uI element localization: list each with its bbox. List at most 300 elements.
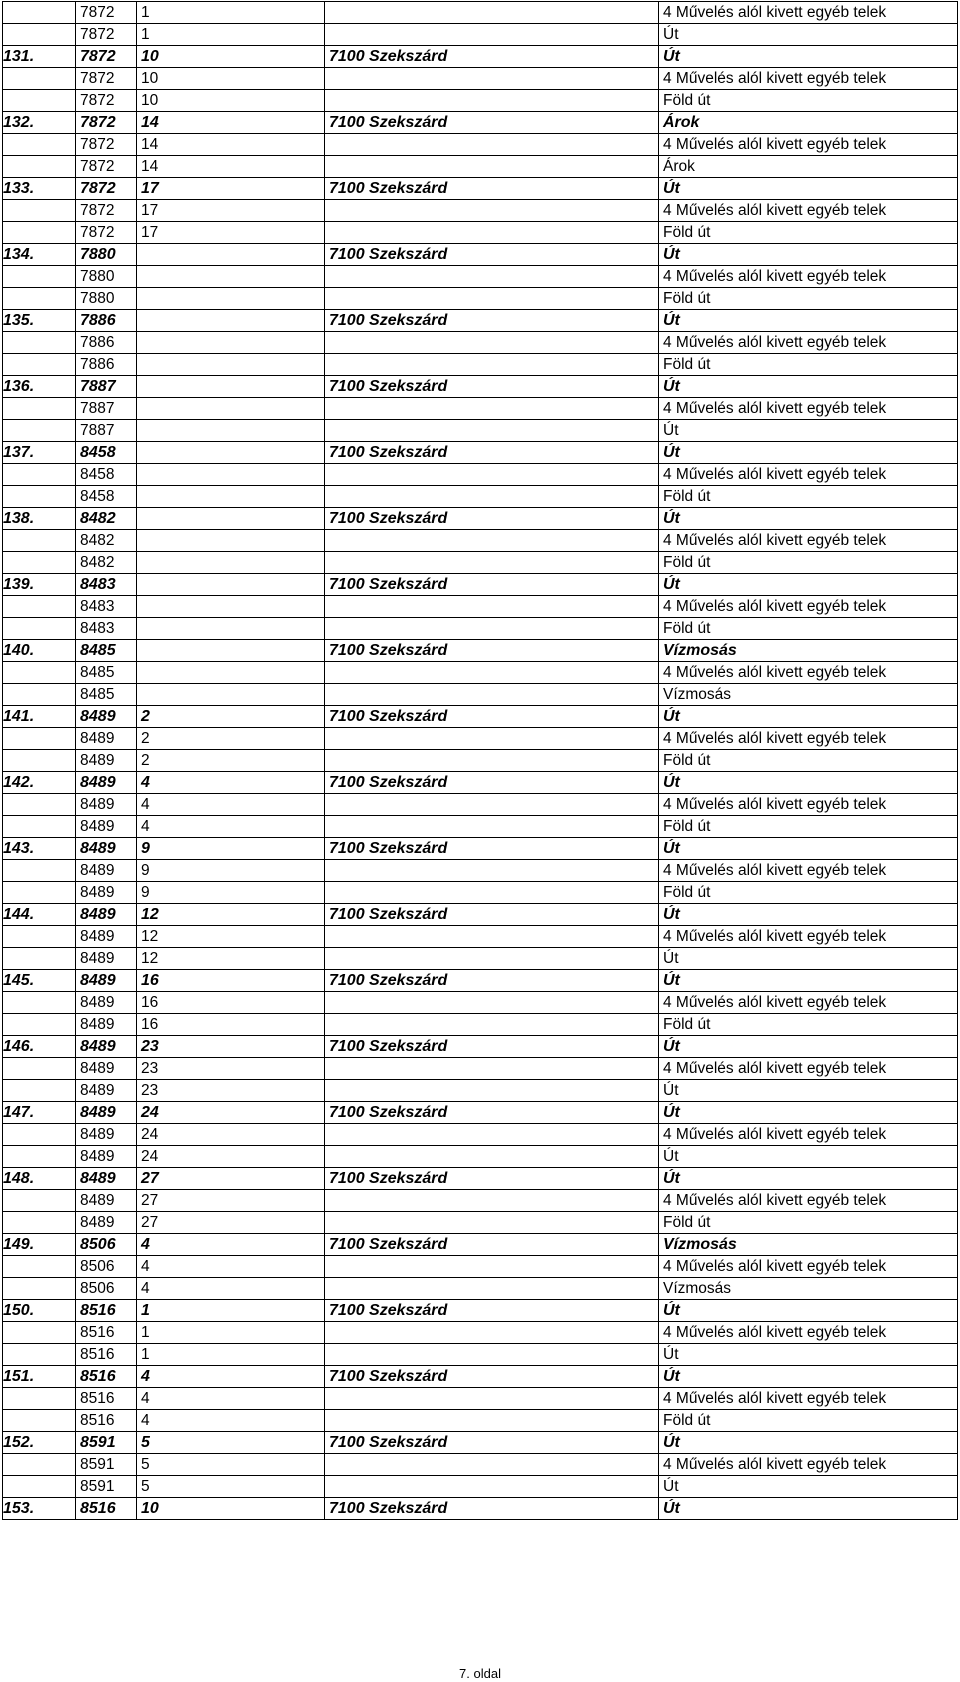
parcel-detail-row: [3, 266, 958, 288]
row-number-cell: [3, 398, 76, 420]
lot-number-cell: 8483: [76, 574, 137, 596]
parcel-detail-row: [3, 2, 958, 24]
land-use-cell: 4 Művelés alól kivett egyéb telek: [659, 530, 958, 552]
sub-number-cell: [137, 530, 325, 552]
row-number-cell: 140.: [3, 640, 76, 662]
settlement-cell: [325, 728, 659, 750]
settlement-cell: [325, 1388, 659, 1410]
lot-number-cell: 7886: [76, 310, 137, 332]
row-number-cell: [3, 68, 76, 90]
parcel-detail-row: [3, 288, 958, 310]
parcel-detail-row: [3, 200, 958, 222]
row-number-cell: [3, 860, 76, 882]
lot-number-cell: 8458: [76, 464, 137, 486]
parcel-header-row: [3, 706, 958, 728]
lot-number-cell: 8489: [76, 970, 137, 992]
sub-number-cell: 10: [137, 90, 325, 112]
settlement-cell: 7100 Szekszárd: [325, 970, 659, 992]
sub-number-cell: [137, 332, 325, 354]
row-number-cell: 137.: [3, 442, 76, 464]
lot-number-cell: 7872: [76, 46, 137, 68]
lot-number-cell: 8489: [76, 1102, 137, 1124]
land-use-cell: 4 Művelés alól kivett egyéb telek: [659, 662, 958, 684]
row-number-cell: 134.: [3, 244, 76, 266]
sub-number-cell: 14: [137, 134, 325, 156]
land-use-cell: Út: [659, 970, 958, 992]
sub-number-cell: 24: [137, 1124, 325, 1146]
settlement-cell: [325, 156, 659, 178]
settlement-cell: [325, 222, 659, 244]
settlement-cell: 7100 Szekszárd: [325, 1432, 659, 1454]
lot-number-cell: 7887: [76, 420, 137, 442]
land-use-cell: Út: [659, 772, 958, 794]
land-use-cell: Vízmosás: [659, 1234, 958, 1256]
land-use-cell: Föld út: [659, 618, 958, 640]
parcel-header-row: [3, 970, 958, 992]
sub-number-cell: 10: [137, 46, 325, 68]
settlement-cell: [325, 1454, 659, 1476]
row-number-cell: [3, 1278, 76, 1300]
parcel-detail-row: [3, 134, 958, 156]
lot-number-cell: 8489: [76, 860, 137, 882]
lot-number-cell: 8489: [76, 1036, 137, 1058]
settlement-cell: [325, 860, 659, 882]
sub-number-cell: 2: [137, 728, 325, 750]
lot-number-cell: 8489: [76, 904, 137, 926]
lot-number-cell: 8483: [76, 618, 137, 640]
settlement-cell: [325, 90, 659, 112]
land-use-cell: Út: [659, 1168, 958, 1190]
sub-number-cell: 16: [137, 992, 325, 1014]
land-use-cell: 4 Művelés alól kivett egyéb telek: [659, 926, 958, 948]
sub-number-cell: 1: [137, 1344, 325, 1366]
row-number-cell: [3, 1344, 76, 1366]
row-number-cell: [3, 266, 76, 288]
sub-number-cell: 4: [137, 1256, 325, 1278]
parcel-header-row: [3, 640, 958, 662]
land-use-cell: 4 Művelés alól kivett egyéb telek: [659, 1322, 958, 1344]
lot-number-cell: 8482: [76, 552, 137, 574]
row-number-cell: 148.: [3, 1168, 76, 1190]
settlement-cell: [325, 882, 659, 904]
sub-number-cell: 4: [137, 1234, 325, 1256]
sub-number-cell: 4: [137, 1278, 325, 1300]
parcel-detail-row: [3, 222, 958, 244]
land-use-cell: Föld út: [659, 288, 958, 310]
row-number-cell: [3, 948, 76, 970]
settlement-cell: 7100 Szekszárd: [325, 508, 659, 530]
row-number-cell: [3, 1190, 76, 1212]
settlement-cell: [325, 1322, 659, 1344]
row-number-cell: [3, 332, 76, 354]
settlement-cell: [325, 1058, 659, 1080]
land-use-cell: Út: [659, 1498, 958, 1520]
row-number-cell: [3, 750, 76, 772]
settlement-cell: 7100 Szekszárd: [325, 1102, 659, 1124]
row-number-cell: 150.: [3, 1300, 76, 1322]
parcel-detail-row: [3, 90, 958, 112]
settlement-cell: [325, 816, 659, 838]
lot-number-cell: 7872: [76, 90, 137, 112]
lot-number-cell: 7887: [76, 398, 137, 420]
parcel-header-row: [3, 1102, 958, 1124]
sub-number-cell: 4: [137, 1388, 325, 1410]
land-use-cell: 4 Művelés alól kivett egyéb telek: [659, 860, 958, 882]
sub-number-cell: [137, 376, 325, 398]
settlement-cell: [325, 398, 659, 420]
settlement-cell: [325, 420, 659, 442]
lot-number-cell: 8483: [76, 596, 137, 618]
row-number-cell: 135.: [3, 310, 76, 332]
sub-number-cell: 4: [137, 772, 325, 794]
land-use-cell: Út: [659, 442, 958, 464]
lot-number-cell: 8489: [76, 882, 137, 904]
land-use-cell: 4 Művelés alól kivett egyéb telek: [659, 1190, 958, 1212]
lot-number-cell: 7872: [76, 222, 137, 244]
lot-number-cell: 8485: [76, 640, 137, 662]
land-use-cell: Föld út: [659, 1014, 958, 1036]
row-number-cell: 147.: [3, 1102, 76, 1124]
sub-number-cell: 9: [137, 860, 325, 882]
row-number-cell: 133.: [3, 178, 76, 200]
lot-number-cell: 8489: [76, 1014, 137, 1036]
parcel-header-row: [3, 178, 958, 200]
settlement-cell: 7100 Szekszárd: [325, 1498, 659, 1520]
parcel-header-row: [3, 1168, 958, 1190]
land-use-cell: Út: [659, 904, 958, 926]
lot-number-cell: 7872: [76, 200, 137, 222]
row-number-cell: [3, 1388, 76, 1410]
settlement-cell: [325, 200, 659, 222]
lot-number-cell: 7872: [76, 112, 137, 134]
sub-number-cell: [137, 420, 325, 442]
sub-number-cell: 27: [137, 1212, 325, 1234]
parcel-detail-row: [3, 596, 958, 618]
settlement-cell: [325, 1014, 659, 1036]
settlement-cell: 7100 Szekszárd: [325, 310, 659, 332]
row-number-cell: [3, 662, 76, 684]
sub-number-cell: 4: [137, 794, 325, 816]
row-number-cell: [3, 1124, 76, 1146]
settlement-cell: [325, 1278, 659, 1300]
sub-number-cell: 23: [137, 1058, 325, 1080]
row-number-cell: [3, 728, 76, 750]
land-use-cell: Vízmosás: [659, 684, 958, 706]
lot-number-cell: 7880: [76, 244, 137, 266]
lot-number-cell: 8489: [76, 838, 137, 860]
row-number-cell: [3, 1476, 76, 1498]
land-use-cell: 4 Művelés alól kivett egyéb telek: [659, 596, 958, 618]
sub-number-cell: 1: [137, 1322, 325, 1344]
sub-number-cell: 16: [137, 970, 325, 992]
settlement-cell: [325, 1410, 659, 1432]
land-use-cell: Föld út: [659, 882, 958, 904]
row-number-cell: [3, 1212, 76, 1234]
sub-number-cell: [137, 508, 325, 530]
settlement-cell: [325, 750, 659, 772]
settlement-cell: [325, 134, 659, 156]
lot-number-cell: 8506: [76, 1234, 137, 1256]
settlement-cell: 7100 Szekszárd: [325, 46, 659, 68]
sub-number-cell: 17: [137, 178, 325, 200]
lot-number-cell: 8591: [76, 1432, 137, 1454]
lot-number-cell: 8489: [76, 1190, 137, 1212]
parcel-detail-row: [3, 332, 958, 354]
parcel-detail-row: [3, 486, 958, 508]
land-use-cell: 4 Művelés alól kivett egyéb telek: [659, 794, 958, 816]
parcel-detail-row: [3, 156, 958, 178]
sub-number-cell: [137, 464, 325, 486]
row-number-cell: [3, 156, 76, 178]
parcel-detail-row: [3, 1146, 958, 1168]
settlement-cell: 7100 Szekszárd: [325, 904, 659, 926]
settlement-cell: [325, 2, 659, 24]
lot-number-cell: 8482: [76, 508, 137, 530]
land-use-cell: 4 Művelés alól kivett egyéb telek: [659, 398, 958, 420]
land-use-cell: Út: [659, 1366, 958, 1388]
parcel-detail-row: [3, 1454, 958, 1476]
parcel-header-row: [3, 1498, 958, 1520]
land-use-cell: Föld út: [659, 816, 958, 838]
sub-number-cell: 1: [137, 24, 325, 46]
lot-number-cell: 8489: [76, 1146, 137, 1168]
lot-number-cell: 8458: [76, 486, 137, 508]
row-number-cell: 136.: [3, 376, 76, 398]
sub-number-cell: 24: [137, 1146, 325, 1168]
sub-number-cell: [137, 596, 325, 618]
land-use-cell: Vízmosás: [659, 1278, 958, 1300]
parcel-detail-row: [3, 1212, 958, 1234]
settlement-cell: [325, 24, 659, 46]
lot-number-cell: 8516: [76, 1322, 137, 1344]
land-use-cell: Út: [659, 1146, 958, 1168]
lot-number-cell: 7872: [76, 178, 137, 200]
sub-number-cell: [137, 618, 325, 640]
land-use-cell: Föld út: [659, 354, 958, 376]
land-use-cell: Út: [659, 24, 958, 46]
parcel-table: [2, 1, 958, 1520]
land-use-cell: 4 Művelés alól kivett egyéb telek: [659, 1256, 958, 1278]
lot-number-cell: 7887: [76, 376, 137, 398]
row-number-cell: 152.: [3, 1432, 76, 1454]
settlement-cell: [325, 948, 659, 970]
parcel-detail-row: [3, 530, 958, 552]
lot-number-cell: 8489: [76, 750, 137, 772]
row-number-cell: [3, 2, 76, 24]
row-number-cell: [3, 618, 76, 640]
parcel-detail-row: [3, 1322, 958, 1344]
parcel-detail-row: [3, 1014, 958, 1036]
land-use-cell: Vízmosás: [659, 640, 958, 662]
sub-number-cell: 2: [137, 750, 325, 772]
land-use-cell: 4 Művelés alól kivett egyéb telek: [659, 992, 958, 1014]
settlement-cell: [325, 530, 659, 552]
row-number-cell: [3, 134, 76, 156]
lot-number-cell: 8489: [76, 706, 137, 728]
sub-number-cell: 5: [137, 1432, 325, 1454]
settlement-cell: [325, 1124, 659, 1146]
sub-number-cell: 10: [137, 1498, 325, 1520]
settlement-cell: 7100 Szekszárd: [325, 706, 659, 728]
sub-number-cell: 12: [137, 926, 325, 948]
land-use-cell: 4 Művelés alól kivett egyéb telek: [659, 200, 958, 222]
lot-number-cell: 8489: [76, 816, 137, 838]
sub-number-cell: [137, 662, 325, 684]
parcel-detail-row: [3, 662, 958, 684]
parcel-header-row: [3, 112, 958, 134]
settlement-cell: 7100 Szekszárd: [325, 772, 659, 794]
sub-number-cell: 2: [137, 706, 325, 728]
land-use-cell: Út: [659, 1476, 958, 1498]
sub-number-cell: 12: [137, 904, 325, 926]
land-use-cell: Föld út: [659, 552, 958, 574]
parcel-detail-row: [3, 882, 958, 904]
settlement-cell: [325, 486, 659, 508]
settlement-cell: [325, 552, 659, 574]
parcel-detail-row: [3, 1080, 958, 1102]
parcel-header-row: [3, 838, 958, 860]
land-use-cell: 4 Művelés alól kivett egyéb telek: [659, 2, 958, 24]
settlement-cell: [325, 1190, 659, 1212]
lot-number-cell: 8516: [76, 1344, 137, 1366]
parcel-detail-row: [3, 24, 958, 46]
parcel-detail-row: [3, 420, 958, 442]
row-number-cell: [3, 1058, 76, 1080]
sub-number-cell: 5: [137, 1454, 325, 1476]
land-use-cell: Út: [659, 178, 958, 200]
lot-number-cell: 8489: [76, 1080, 137, 1102]
parcel-header-row: [3, 1300, 958, 1322]
land-use-cell: Út: [659, 948, 958, 970]
land-use-cell: Föld út: [659, 486, 958, 508]
parcel-detail-row: [3, 948, 958, 970]
settlement-cell: [325, 618, 659, 640]
row-number-cell: [3, 992, 76, 1014]
land-use-cell: 4 Művelés alól kivett egyéb telek: [659, 332, 958, 354]
row-number-cell: [3, 486, 76, 508]
sub-number-cell: 9: [137, 838, 325, 860]
row-number-cell: [3, 24, 76, 46]
sub-number-cell: [137, 288, 325, 310]
parcel-header-row: [3, 1036, 958, 1058]
row-number-cell: 142.: [3, 772, 76, 794]
land-use-cell: 4 Művelés alól kivett egyéb telek: [659, 728, 958, 750]
sub-number-cell: 23: [137, 1080, 325, 1102]
parcel-detail-row: [3, 1344, 958, 1366]
parcel-detail-row: [3, 354, 958, 376]
parcel-detail-row: [3, 750, 958, 772]
row-number-cell: 146.: [3, 1036, 76, 1058]
row-number-cell: [3, 354, 76, 376]
settlement-cell: [325, 464, 659, 486]
settlement-cell: [325, 266, 659, 288]
settlement-cell: [325, 332, 659, 354]
land-use-cell: Árok: [659, 156, 958, 178]
settlement-cell: 7100 Szekszárd: [325, 1366, 659, 1388]
sub-number-cell: 23: [137, 1036, 325, 1058]
settlement-cell: 7100 Szekszárd: [325, 838, 659, 860]
parcel-header-row: [3, 772, 958, 794]
row-number-cell: [3, 794, 76, 816]
parcel-detail-row: [3, 816, 958, 838]
sub-number-cell: 9: [137, 882, 325, 904]
sub-number-cell: 14: [137, 156, 325, 178]
parcel-detail-row: [3, 992, 958, 1014]
lot-number-cell: 7872: [76, 156, 137, 178]
row-number-cell: [3, 1322, 76, 1344]
row-number-cell: [3, 882, 76, 904]
lot-number-cell: 7872: [76, 2, 137, 24]
land-use-cell: Föld út: [659, 222, 958, 244]
row-number-cell: [3, 816, 76, 838]
sub-number-cell: [137, 310, 325, 332]
land-use-cell: Út: [659, 244, 958, 266]
land-use-cell: Út: [659, 1344, 958, 1366]
sub-number-cell: 4: [137, 1410, 325, 1432]
land-use-cell: Út: [659, 46, 958, 68]
sub-number-cell: [137, 640, 325, 662]
settlement-cell: 7100 Szekszárd: [325, 574, 659, 596]
land-use-cell: Út: [659, 838, 958, 860]
settlement-cell: [325, 1212, 659, 1234]
land-use-cell: 4 Művelés alól kivett egyéb telek: [659, 68, 958, 90]
parcel-detail-row: [3, 618, 958, 640]
row-number-cell: 149.: [3, 1234, 76, 1256]
lot-number-cell: 8489: [76, 1124, 137, 1146]
parcel-header-row: [3, 1366, 958, 1388]
parcel-header-row: [3, 310, 958, 332]
settlement-cell: [325, 1080, 659, 1102]
settlement-cell: 7100 Szekszárd: [325, 1234, 659, 1256]
row-number-cell: [3, 552, 76, 574]
parcel-header-row: [3, 574, 958, 596]
land-use-cell: 4 Művelés alól kivett egyéb telek: [659, 1124, 958, 1146]
row-number-cell: [3, 1014, 76, 1036]
sub-number-cell: 12: [137, 948, 325, 970]
settlement-cell: [325, 354, 659, 376]
settlement-cell: [325, 288, 659, 310]
parcel-header-row: [3, 1432, 958, 1454]
parcel-header-row: [3, 904, 958, 926]
settlement-cell: [325, 596, 659, 618]
lot-number-cell: 8489: [76, 1168, 137, 1190]
land-use-cell: Árok: [659, 112, 958, 134]
lot-number-cell: 8489: [76, 1212, 137, 1234]
lot-number-cell: 8516: [76, 1366, 137, 1388]
land-use-cell: Föld út: [659, 750, 958, 772]
settlement-cell: 7100 Szekszárd: [325, 640, 659, 662]
parcel-table-body: [3, 2, 958, 1520]
sub-number-cell: 27: [137, 1190, 325, 1212]
settlement-cell: 7100 Szekszárd: [325, 442, 659, 464]
row-number-cell: 144.: [3, 904, 76, 926]
settlement-cell: 7100 Szekszárd: [325, 1300, 659, 1322]
sub-number-cell: 27: [137, 1168, 325, 1190]
land-use-cell: 4 Művelés alól kivett egyéb telek: [659, 1388, 958, 1410]
settlement-cell: 7100 Szekszárd: [325, 112, 659, 134]
land-use-cell: Út: [659, 574, 958, 596]
land-use-cell: 4 Művelés alól kivett egyéb telek: [659, 464, 958, 486]
lot-number-cell: 8516: [76, 1388, 137, 1410]
sub-number-cell: [137, 398, 325, 420]
sub-number-cell: [137, 354, 325, 376]
row-number-cell: [3, 420, 76, 442]
parcel-header-row: [3, 244, 958, 266]
land-use-cell: Út: [659, 508, 958, 530]
row-number-cell: [3, 222, 76, 244]
lot-number-cell: 7872: [76, 68, 137, 90]
settlement-cell: [325, 992, 659, 1014]
